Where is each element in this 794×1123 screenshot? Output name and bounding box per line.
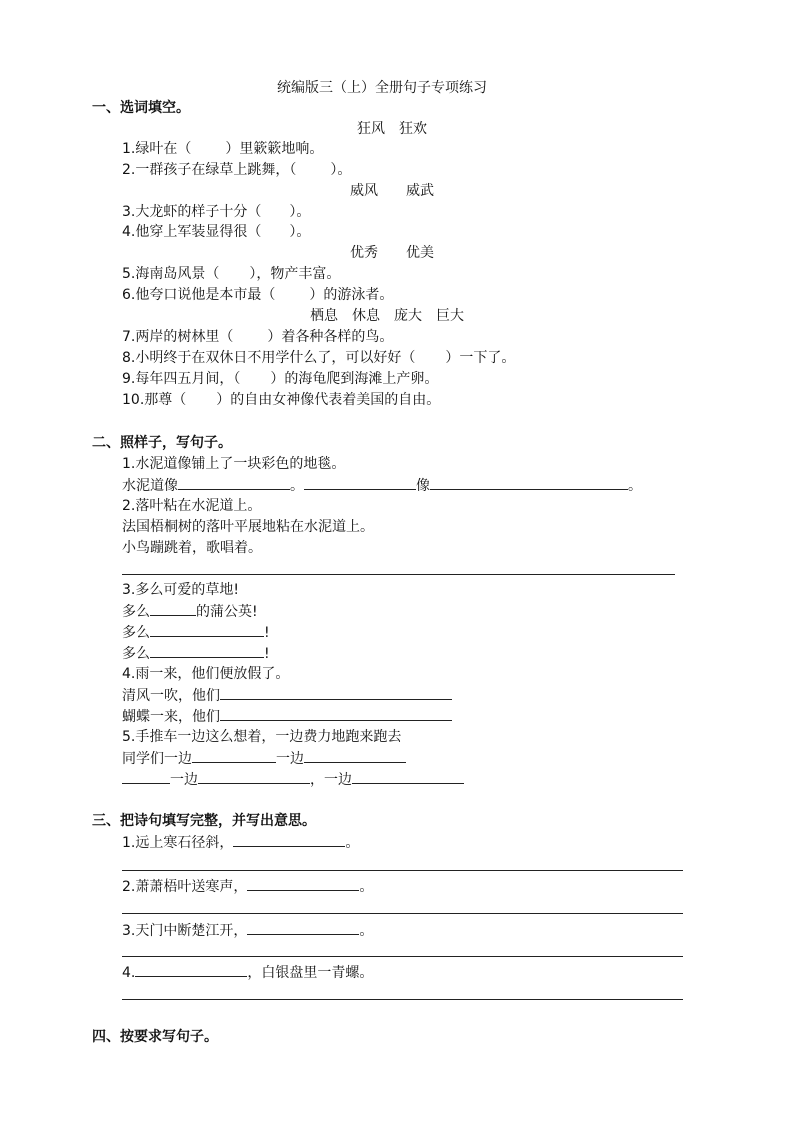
s1-item-10: 10.那尊（ ）的自由女神像代表着美国的自由。 [122,392,441,408]
s1-item-7: 7.两岸的树林里（ ）着各种各样的鸟。 [122,329,394,345]
s1-item-3: 3.大龙虾的样子十分（ ）。 [122,204,311,220]
s2-q5-line2: 一边 ，一边 [122,769,464,790]
section3-heading: 三、把诗句填写完整，并写出意思。 [92,813,316,829]
s2-q5-blank-3[interactable] [122,769,170,784]
s2-q5-blank-1[interactable] [192,748,276,763]
word-bank-1: 狂风 狂欢 [357,121,427,137]
s2-q1-blank-3[interactable] [430,475,628,490]
word-bank-2: 威风 威武 [350,183,434,199]
s2-q3-blank-3[interactable] [150,643,264,658]
s2-q2-example: 法国梧桐树的落叶平展地粘在水泥道上。 [122,519,374,535]
s2-q3-line3: 多么 ! [122,643,270,664]
s1-item-4: 4.他穿上军装显得很（ ）。 [122,224,311,240]
s2-q5-line1: 同学们一边 一边 [122,748,406,769]
s3-blank-3[interactable] [247,920,359,935]
s2-q1-prompt: 1.水泥道像铺上了一块彩色的地毯。 [122,456,346,472]
page-title: 统编版三（上）全册句子专项练习 [277,80,487,96]
s2-q4-line2: 蝴蝶一来，他们 [122,706,452,727]
s2-q2-prompt: 2.落叶粘在水泥道上。 [122,498,262,514]
s1-item-6: 6.他夸口说他是本市最（ ）的游泳者。 [122,287,394,303]
section1-heading: 一、选词填空。 [92,100,190,116]
s3-blank-4[interactable] [135,962,247,977]
s2-q5-blank-5[interactable] [352,769,464,784]
s3-blank-2[interactable] [247,876,359,891]
s1-item-2: 2.一群孩子在绿草上跳舞，（ ）。 [122,162,352,178]
s3-item-1: 1.远上寒石径斜， 。 [122,832,359,853]
section4-heading: 四、按要求写句子。 [92,1029,218,1045]
s2-q4-line1: 清风一吹，他们 [122,685,452,706]
s3-meaning-line-2[interactable] [122,913,683,914]
s2-q3-blank-1[interactable] [150,601,196,616]
s2-q3-blank-2[interactable] [150,622,264,637]
s2-q1-blank-2[interactable] [304,475,416,490]
s2-q3-line2: 多么 ! [122,622,270,643]
s1-item-9: 9.每年四五月间，（ ）的海龟爬到海滩上产卵。 [122,371,439,387]
section2-heading: 二、照样子，写句子。 [92,435,232,451]
s2-q5-prompt: 5.手推车一边这么想着，一边费力地跑来跑去 [122,729,402,745]
s1-item-5: 5.海南岛风景（ ），物产丰富。 [122,266,341,282]
s3-blank-1[interactable] [233,832,345,847]
s2-q5-blank-2[interactable] [304,748,406,763]
s2-q3-prompt: 3.多么可爱的草地! [122,582,239,598]
s3-meaning-line-4[interactable] [122,999,683,1000]
s2-q4-blank-1[interactable] [220,685,452,700]
s2-q3-line1: 多么 的蒲公英! [122,601,258,622]
s2-q5-blank-4[interactable] [198,769,310,784]
word-bank-3: 优秀 优美 [350,245,434,261]
word-bank-4: 栖息 休息 庞大 巨大 [310,308,464,324]
s2-q4-blank-2[interactable] [220,706,452,721]
s1-item-8: 8.小明终于在双休日不用学什么了，可以好好（ ）一下了。 [122,350,516,366]
s2-q2-answer-line[interactable] [122,574,675,575]
s3-meaning-line-1[interactable] [122,870,683,871]
s3-item-3: 3.天门中断楚江开， 。 [122,920,373,941]
s2-q2-task: 小鸟蹦跳着，歌唱着。 [122,540,262,556]
s2-q4-prompt: 4.雨一来，他们便放假了。 [122,666,290,682]
s3-item-4: 4. ，白银盘里一青螺。 [122,962,373,983]
s3-item-2: 2.萧萧梧叶送寒声， 。 [122,876,373,897]
s1-item-1: 1.绿叶在（ ）里簌簌地响。 [122,141,324,157]
s3-meaning-line-3[interactable] [122,956,683,957]
s2-q1-blank-1[interactable] [178,475,290,490]
s2-q1-answer: 水泥道像 。 像 。 [122,475,642,496]
